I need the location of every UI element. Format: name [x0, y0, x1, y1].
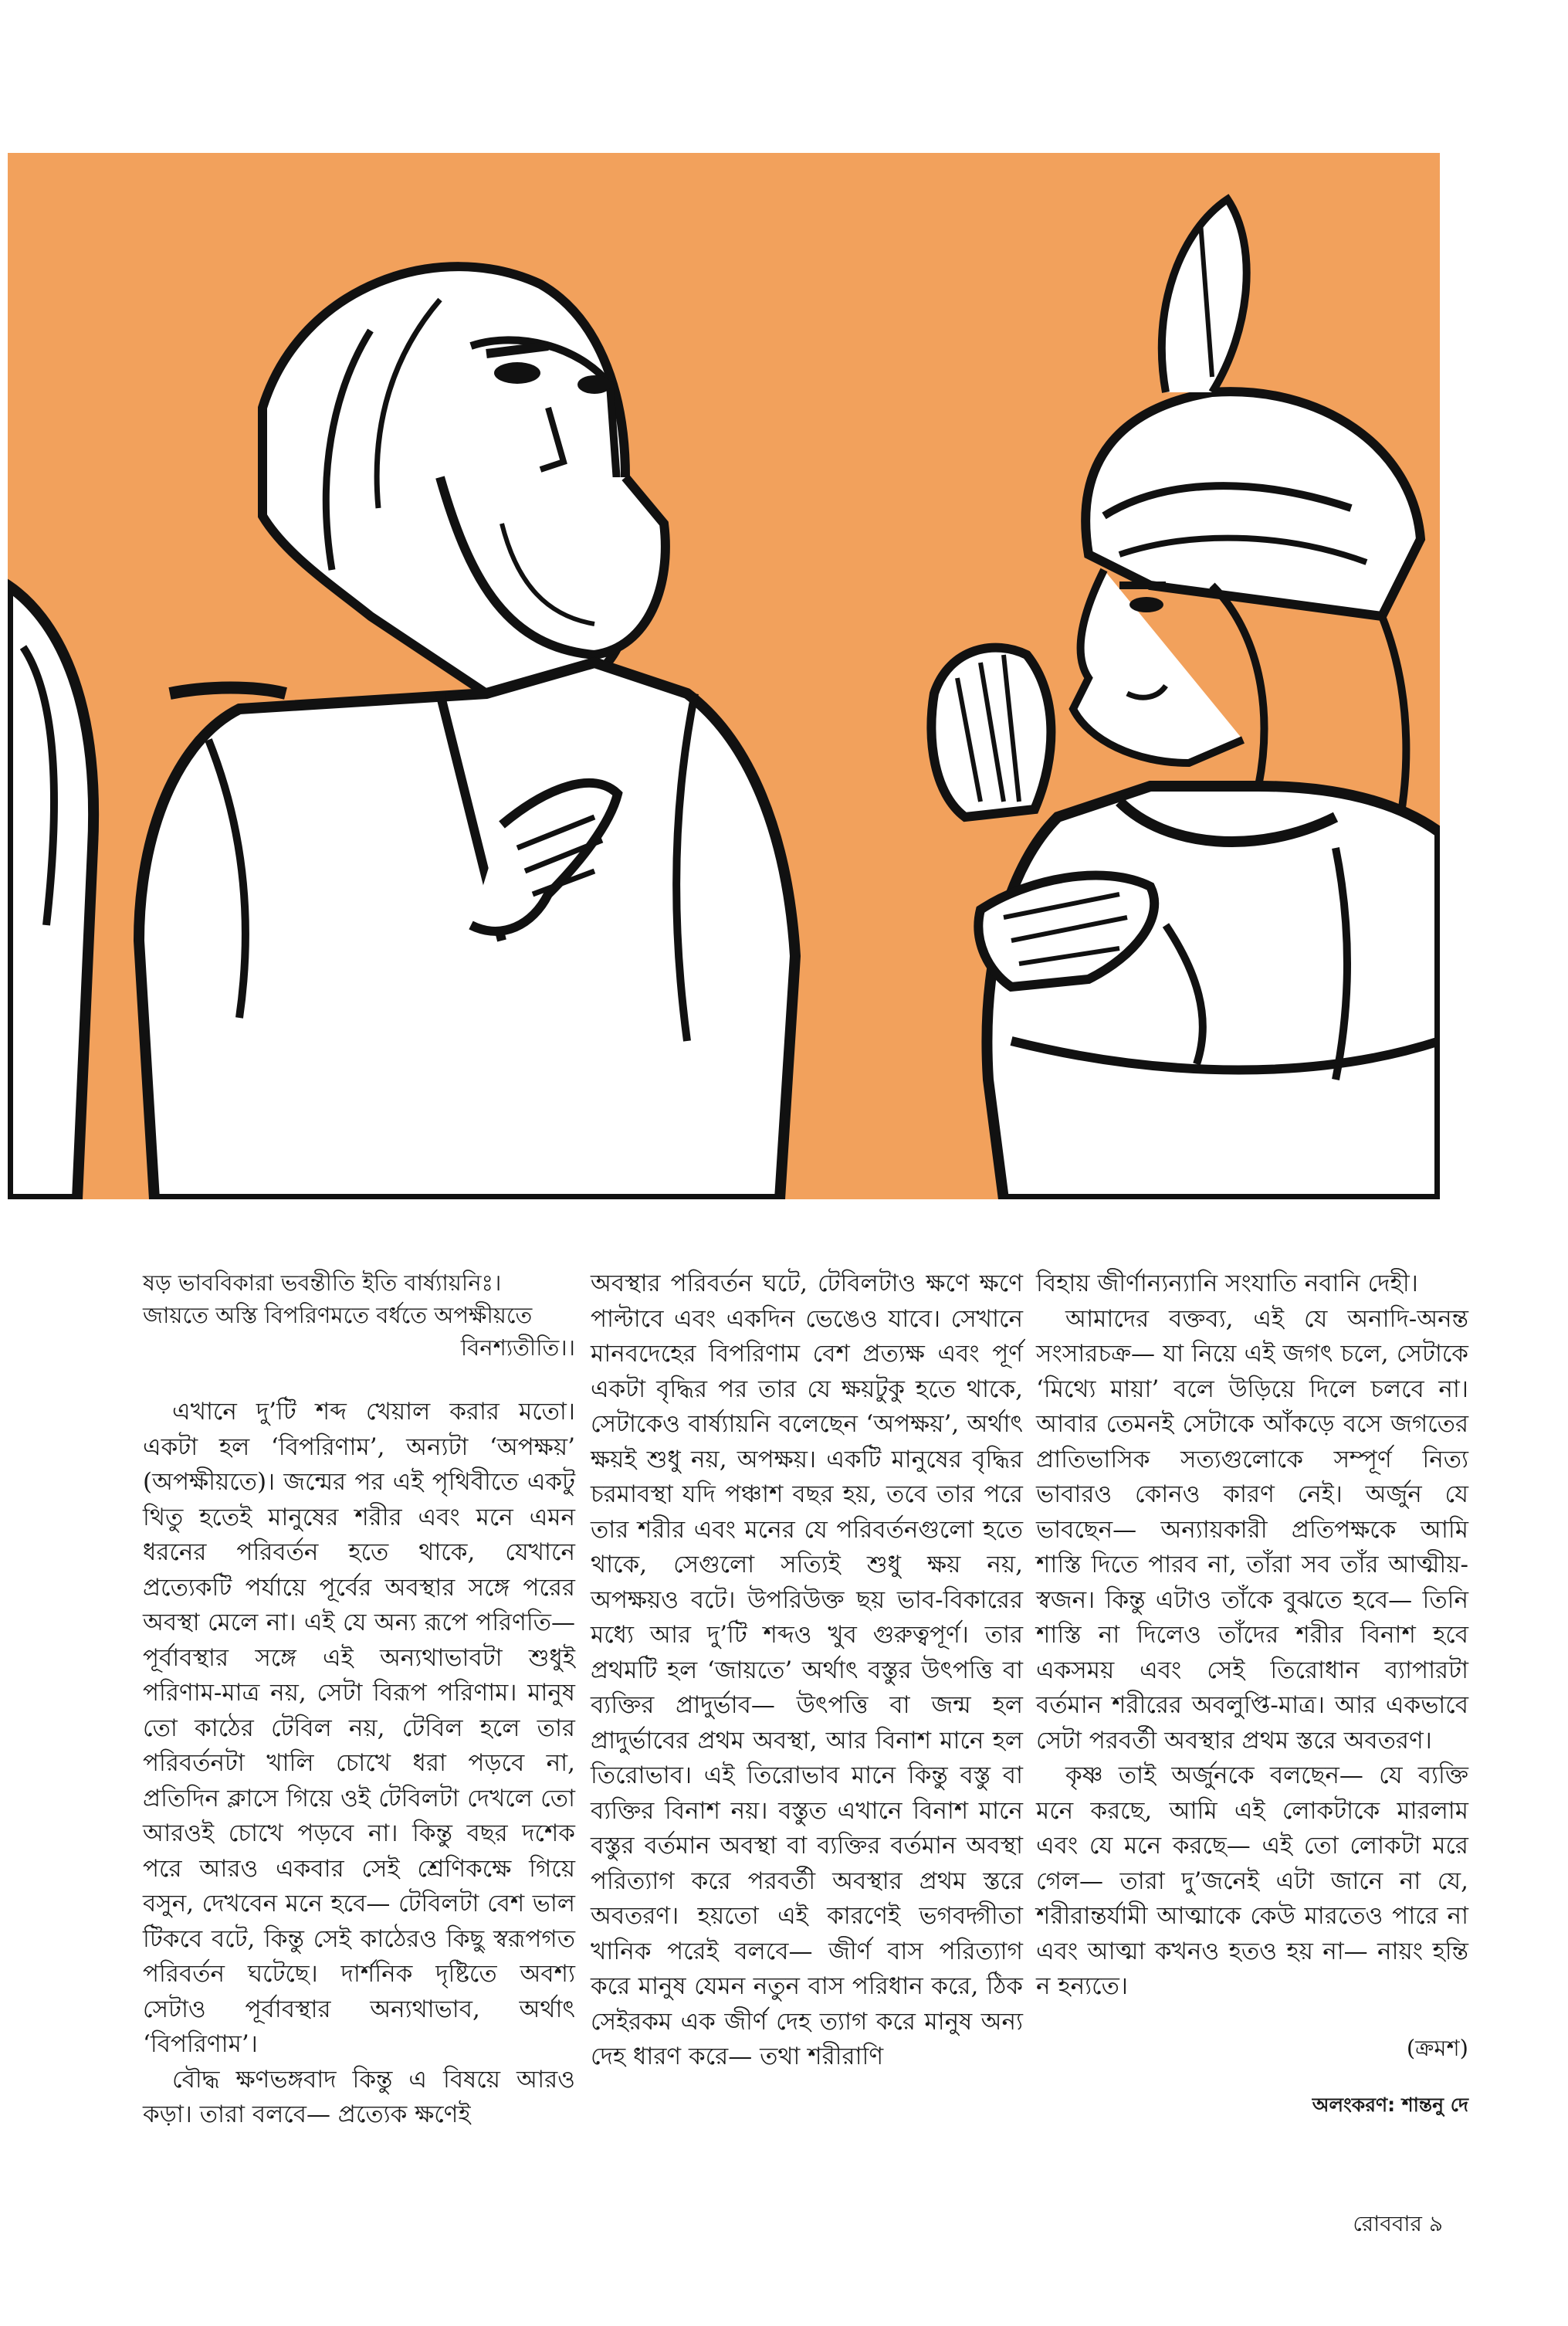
sanskrit-verse — [143, 1266, 575, 1364]
text-column-1 — [143, 1266, 575, 2133]
verse-line: ষড় ভাববিকারা ভবন্তীতি ইতি বার্ষ্যায়নিঃ। — [143, 1270, 502, 1296]
body-paragraph: আমাদের বক্তব্য, এই যে অনাদি-অনন্ত সংসারচক্র— যা নিয়ে এই জগৎ চলে, সেটাকে ‘মিথ্যে মায়া’ বলে উড়িয়ে দিলে চলবে না। আবার তেমনই সেটাকে আঁকড়ে বসে জগতের প্রাতিভাসিক সত্যগুলোকে সম্পূর্ণ নিত্য ভাবারও কোনও কারণ নেই। অর্জুন যে ভাবছেন— অন্যায়কারী প্রতিপক্ষকে আমি শাস্তি দিতে পারব না, তাঁরা সব তাঁর আত্মীয়-স্বজন। কিন্তু এটাও তাঁকে বুঝতে হবে— তিনি শাস্তি না দিলেও তাঁদের শরীর বিনাশ হবে একসময় এবং সেই তিরোধান ব্যাপারটা বর্তমান শরীরের অবলুপ্তি-মাত্র। আর একভাবে সেটা পরবর্তী অবস্থার প্রথম স্তরে অবতরণ। — [1036, 1304, 1468, 1755]
verse-continuation: বিহায় জীর্ণান্যন্যানি সংযাতি নবানি দেহী। — [1036, 1270, 1418, 1297]
body-paragraph: অবস্থার পরিবর্তন ঘটে, টেবিলটাও ক্ষণে ক্ষণে পাল্টাবে এবং একদিন ভেঙেও যাবে। সেখানে মানবদেহের বিপরিণাম বেশ প্রত্যক্ষ এবং পূর্ণ একটা বৃদ্ধির পর তার যে ক্ষয়টুকু হতে থাকে, সেটাকেও বার্ষ্যায়নি বলেছেন ‘অপক্ষয়’, অর্থাৎ ক্ষয়ই শুধু নয়, অপক্ষয়। একটি মানুষের বৃদ্ধির চরমাবস্থা যদি পঞ্চাশ বছর হয়, তবে তার পরে তার শরীর এবং মনের যে পরিবর্তনগুলো হতে থাকে, সেগুলো সত্যিই শুধু ক্ষয় নয়, অপক্ষয়ও বটে। উপরিউক্ত ছয় ভাব-বিকারের মধ্যে আর দু’টি শব্দও খুব গুরুত্বপূর্ণ। তার প্রথমটি হল ‘জায়তে’ অর্থাৎ বস্তুর উৎপত্তি বা ব্যক্তির প্রাদুর্ভাব— উৎপত্তি বা জন্ম হল প্রাদুর্ভাবের প্রথম অবস্থা, আর বিনাশ মানে হল তিরোভাব। এই তিরোভাব মানে কিন্তু বস্তু বা ব্যক্তির বিনাশ নয়। বস্তুত এখানে বিনাশ মানে বস্তুর বর্তমান অবস্থা বা ব্যক্তির বর্তমান অবস্থা পরিত্যাগ করে পরবর্তী অবস্থার প্রথম স্তরে অবতরণ। হয়তো এই কারণেই ভগবদ্গীতা খানিক পরেই বলবে— জীর্ণ বাস পরিত্যাগ করে মানুষ যেমন নতুন বাস পরিধান করে, ঠিক সেইরকম এক জীর্ণ দেহ ত্যাগ করে মানুষ অন্য দেহ ধারণ করে— তথা শরীরাণি — [591, 1270, 1023, 2070]
verse-line: জায়তে অস্তি বিপরিণমতে বর্ধতে অপক্ষীয়তে — [143, 1302, 533, 1328]
two-sages-illustration — [8, 153, 1440, 1199]
illustration-credit: অলংকরণ: শান্তনু দে — [1312, 2094, 1468, 2116]
text-column-2 — [591, 1266, 1023, 2075]
verse-line: বিনশ্যতীতি।। — [460, 1334, 575, 1361]
text-column-3 — [1036, 1266, 1468, 2123]
illustration-art — [8, 153, 1440, 1199]
to-be-continued: (ক্রমশ) — [1406, 2034, 1468, 2061]
body-paragraph: এখানে দু’টি শব্দ খেয়াল করার মতো। একটা হল ‘বিপরিণাম’, অন্যটা ‘অপক্ষয়’ (অপক্ষীয়তে)। জন্মের পর এই পৃথিবীতে একটু থিতু হতেই মানুষের শরীর এবং মনে এমন ধরনের পরিবর্তন হতে থাকে, যেখানে প্রত্যেকটি পর্যায়ে পূর্বের অবস্থার সঙ্গে পরের অবস্থা মেলে না। এই যে অন্য রূপে পরিণতি— পূর্বাবস্থার সঙ্গে এই অন্যথাভাবটা শুধুই পরিণাম-মাত্র নয়, সেটা বিরূপ পরিণাম। মানুষ তো কাঠের টেবিল নয়, টেবিল হলে তার পরিবর্তনটা খালি চোখে ধরা পড়বে না, প্রতিদিন ক্লাসে গিয়ে ওই টেবিলটা দেখলে তো আরওই চোখে পড়বে না। কিন্তু বছর দশেক পরে আরও একবার সেই শ্রেণিকক্ষে গিয়ে বসুন, দেখবেন মনে হবে— টেবিলটা বেশ ভাল টিকবে বটে, কিন্তু সেই কাঠেরও কিছু স্বরূপগত পরিবর্তন ঘটেছে। দার্শনিক দৃষ্টিতে অবশ্য সেটাও পূর্বাবস্থার অন্যথাভাব, অর্থাৎ ‘বিপরিণাম’। — [143, 1398, 575, 2058]
page-folio: রোববার ৯ — [1353, 2211, 1443, 2236]
body-paragraph: কৃষ্ণ তাই অর্জুনকে বলছেন— যে ব্যক্তি মনে করছে, আমি এই লোকটাকে মারলাম এবং যে মনে করছে— এই তো লোকটা মরে গেল— তারা দু’জনেই এটা জানে না যে, শরীরান্তর্যামী আত্মাকে কেউ মারতেও পারে না এবং আত্মা কখনও হতও হয় না— নায়ং হন্তি ন হন্যতে। — [1036, 1761, 1468, 2000]
body-paragraph: বৌদ্ধ ক্ষণভঙ্গবাদ কিন্তু এ বিষয়ে আরও কড়া। তারা বলবে— প্রত্যেক ক্ষণেই — [143, 2065, 575, 2128]
